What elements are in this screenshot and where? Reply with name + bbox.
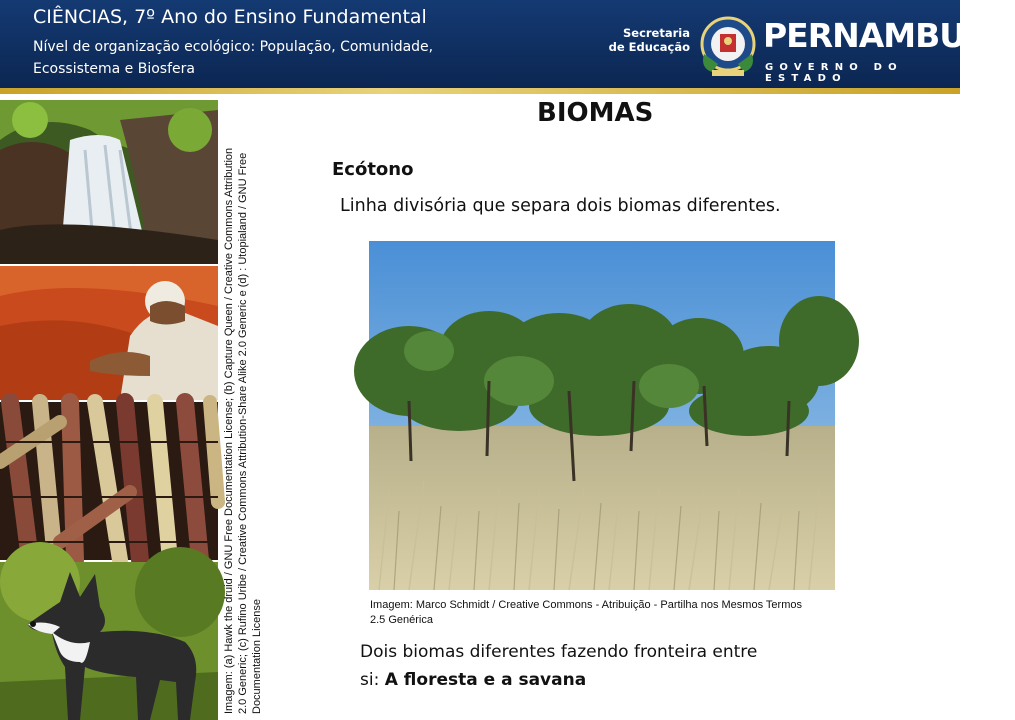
caption-bold: A floresta e a savana: [384, 670, 587, 690]
side-images-credit: Imagem: (a) Hawk the druid / GNU Free Documentation License; (b) Capture Queen / Creative Commons Attribution 2.0 Generic; (c) Rufino Uribe / Creative Commons Attribution-Share Alike 2.0 Generic e (d) : Utopialand / GNU Free Documentation License: [223, 147, 263, 714]
state-name: PERNAMBUCO: [763, 16, 1015, 55]
state-subtitle: GOVERNO DO ESTADO: [765, 62, 903, 84]
header-title: CIÊNCIAS, 7º Ano do Ensino Fundamental: [33, 6, 427, 28]
sugarcane-photo: [0, 402, 218, 560]
state-coat-of-arms-icon: [698, 14, 758, 80]
header-subtitle: Nível de organização ecológico: População, Comunidade, Ecossistema e Biosfera: [33, 39, 434, 77]
header-divider: [0, 88, 960, 94]
header-banner: [0, 0, 1015, 92]
section-label: Ecótono: [332, 159, 414, 180]
caption: [360, 638, 780, 694]
caption-text: Dois biomas diferentes fazendo fronteira entre si:: [360, 642, 758, 690]
secretaria-label: Secretaria de Educação: [608, 26, 690, 54]
photo-credit: Imagem: Marco Schmidt / Creative Commons - Atribuição - Partilha nos Mesmos Termos 2.5 Genérica: [370, 599, 802, 626]
savanna-forest-photo: [369, 241, 835, 590]
definition-text: Linha divisória que separa dois biomas diferentes.: [340, 196, 781, 216]
waterfall-photo: [0, 100, 218, 264]
slide-title: BIOMAS: [537, 98, 654, 128]
desert-man-photo: [0, 266, 218, 400]
side-images-credit-box: [218, 130, 270, 714]
husky-dog-photo: [0, 562, 218, 720]
